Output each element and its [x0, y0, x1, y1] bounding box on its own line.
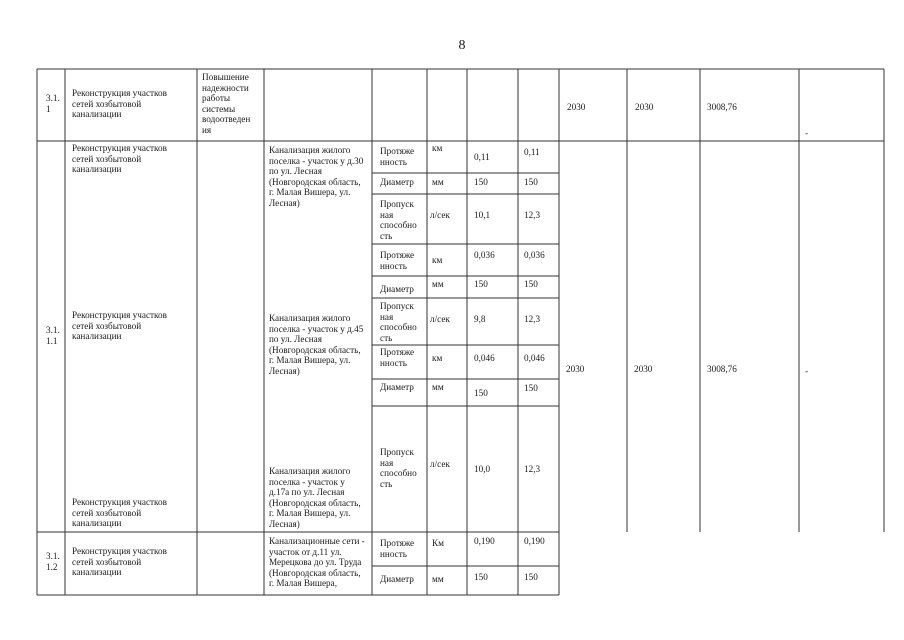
param-value-before: 9,8 [474, 314, 486, 324]
param-value-after: 150 [524, 177, 538, 187]
param-unit: л/сек [430, 459, 450, 469]
object-description: Канализация жилого поселка - участок у д.30 по ул. Лесная (Новгородская область, г. Малая Вишера, ул. Лесная) [269, 145, 364, 208]
param-value-after: 150 [524, 383, 538, 393]
param-value-after: 150 [524, 279, 538, 289]
end-year: 2030 [635, 102, 654, 112]
param-unit: км [432, 353, 443, 363]
param-value-after: 0,036 [524, 250, 545, 260]
param-label: Диаметр [380, 284, 414, 294]
object-description: Канализация жилого поселка - участок у д.17а по ул. Лесная (Новгородская область, г. Малая Вишера, ул. Лесная) [269, 466, 361, 529]
row-number: 3.1. 1 [46, 93, 60, 114]
param-value-before: 10,0 [474, 464, 491, 474]
param-label: Протяже нность [380, 538, 415, 559]
param-unit: л/сек [430, 210, 450, 220]
end-year: 2030 [634, 364, 653, 374]
param-value-before: 0,11 [474, 152, 490, 162]
param-value-after: 0,046 [524, 353, 545, 363]
object-description: Канализация жилого поселка - участок у д.45 по ул. Лесная (Новгородская область, г. Малая Вишера, ул. Лесная) [269, 313, 364, 376]
param-unit: мм [432, 177, 444, 187]
cost-value: 3008,76 [707, 364, 737, 374]
param-label: Пропуск ная способно сть [380, 447, 417, 489]
param-label: Диаметр [380, 177, 414, 187]
param-unit: мм [432, 574, 444, 584]
param-label: Протяже нность [380, 250, 415, 271]
param-value-before: 0,046 [474, 353, 495, 363]
param-label: Пропуск ная способно сть [380, 199, 417, 241]
param-label: Диаметр [380, 574, 414, 584]
page-number: 8 [458, 38, 466, 53]
param-value-before: 10,1 [474, 210, 491, 220]
param-value-after: 12,3 [524, 210, 541, 220]
param-value-after: 0,11 [524, 147, 540, 157]
cost-value: 3008,76 [707, 102, 737, 112]
param-value-before: 150 [474, 572, 488, 582]
param-value-before: 0,036 [474, 250, 495, 260]
start-year: 2030 [567, 102, 586, 112]
param-value-after: 150 [524, 572, 538, 582]
param-value-before: 150 [474, 279, 488, 289]
start-year: 2030 [566, 364, 585, 374]
note-value: - [805, 128, 809, 138]
param-label: Протяже нность [380, 347, 415, 368]
param-unit: Км [432, 538, 444, 548]
row-number: 3.1. 1.1 [46, 325, 60, 346]
measure-name: Реконструкция участков сетей хозбытовой канализации [72, 497, 167, 529]
measure-name: Реконструкция участков сетей хозбытовой канализации [72, 88, 167, 120]
measure-name: Реконструкция участков сетей хозбытовой канализации [72, 546, 167, 578]
param-label: Пропуск ная способно сть [380, 301, 417, 343]
param-unit: мм [432, 382, 444, 392]
row-number: 3.1. 1.2 [46, 551, 60, 572]
measure-name: Реконструкция участков сетей хозбытовой канализации [72, 143, 167, 175]
param-value-before: 0,190 [474, 536, 495, 546]
param-unit: км [432, 255, 443, 265]
note-value: - [805, 366, 809, 376]
purpose-text: Повышение надежности работы системы водоотведен ия [202, 72, 251, 135]
param-label: Диаметр [380, 382, 414, 392]
param-value-after: 12,3 [524, 464, 541, 474]
param-value-before: 150 [474, 177, 488, 187]
param-value-before: 150 [474, 388, 488, 398]
param-unit: км [432, 143, 443, 153]
object-description: Канализационные сети - участок от д.11 ул. Мерецкова до ул. Труда (Новгородская область, г. Малая Вишера, [269, 536, 365, 589]
param-unit: мм [432, 279, 444, 289]
param-unit: л/сек [430, 314, 450, 324]
measure-name: Реконструкция участков сетей хозбытовой канализации [72, 310, 167, 342]
param-value-after: 12,3 [524, 314, 541, 324]
param-label: Протяже нность [380, 146, 415, 167]
param-value-after: 0,190 [524, 536, 545, 546]
